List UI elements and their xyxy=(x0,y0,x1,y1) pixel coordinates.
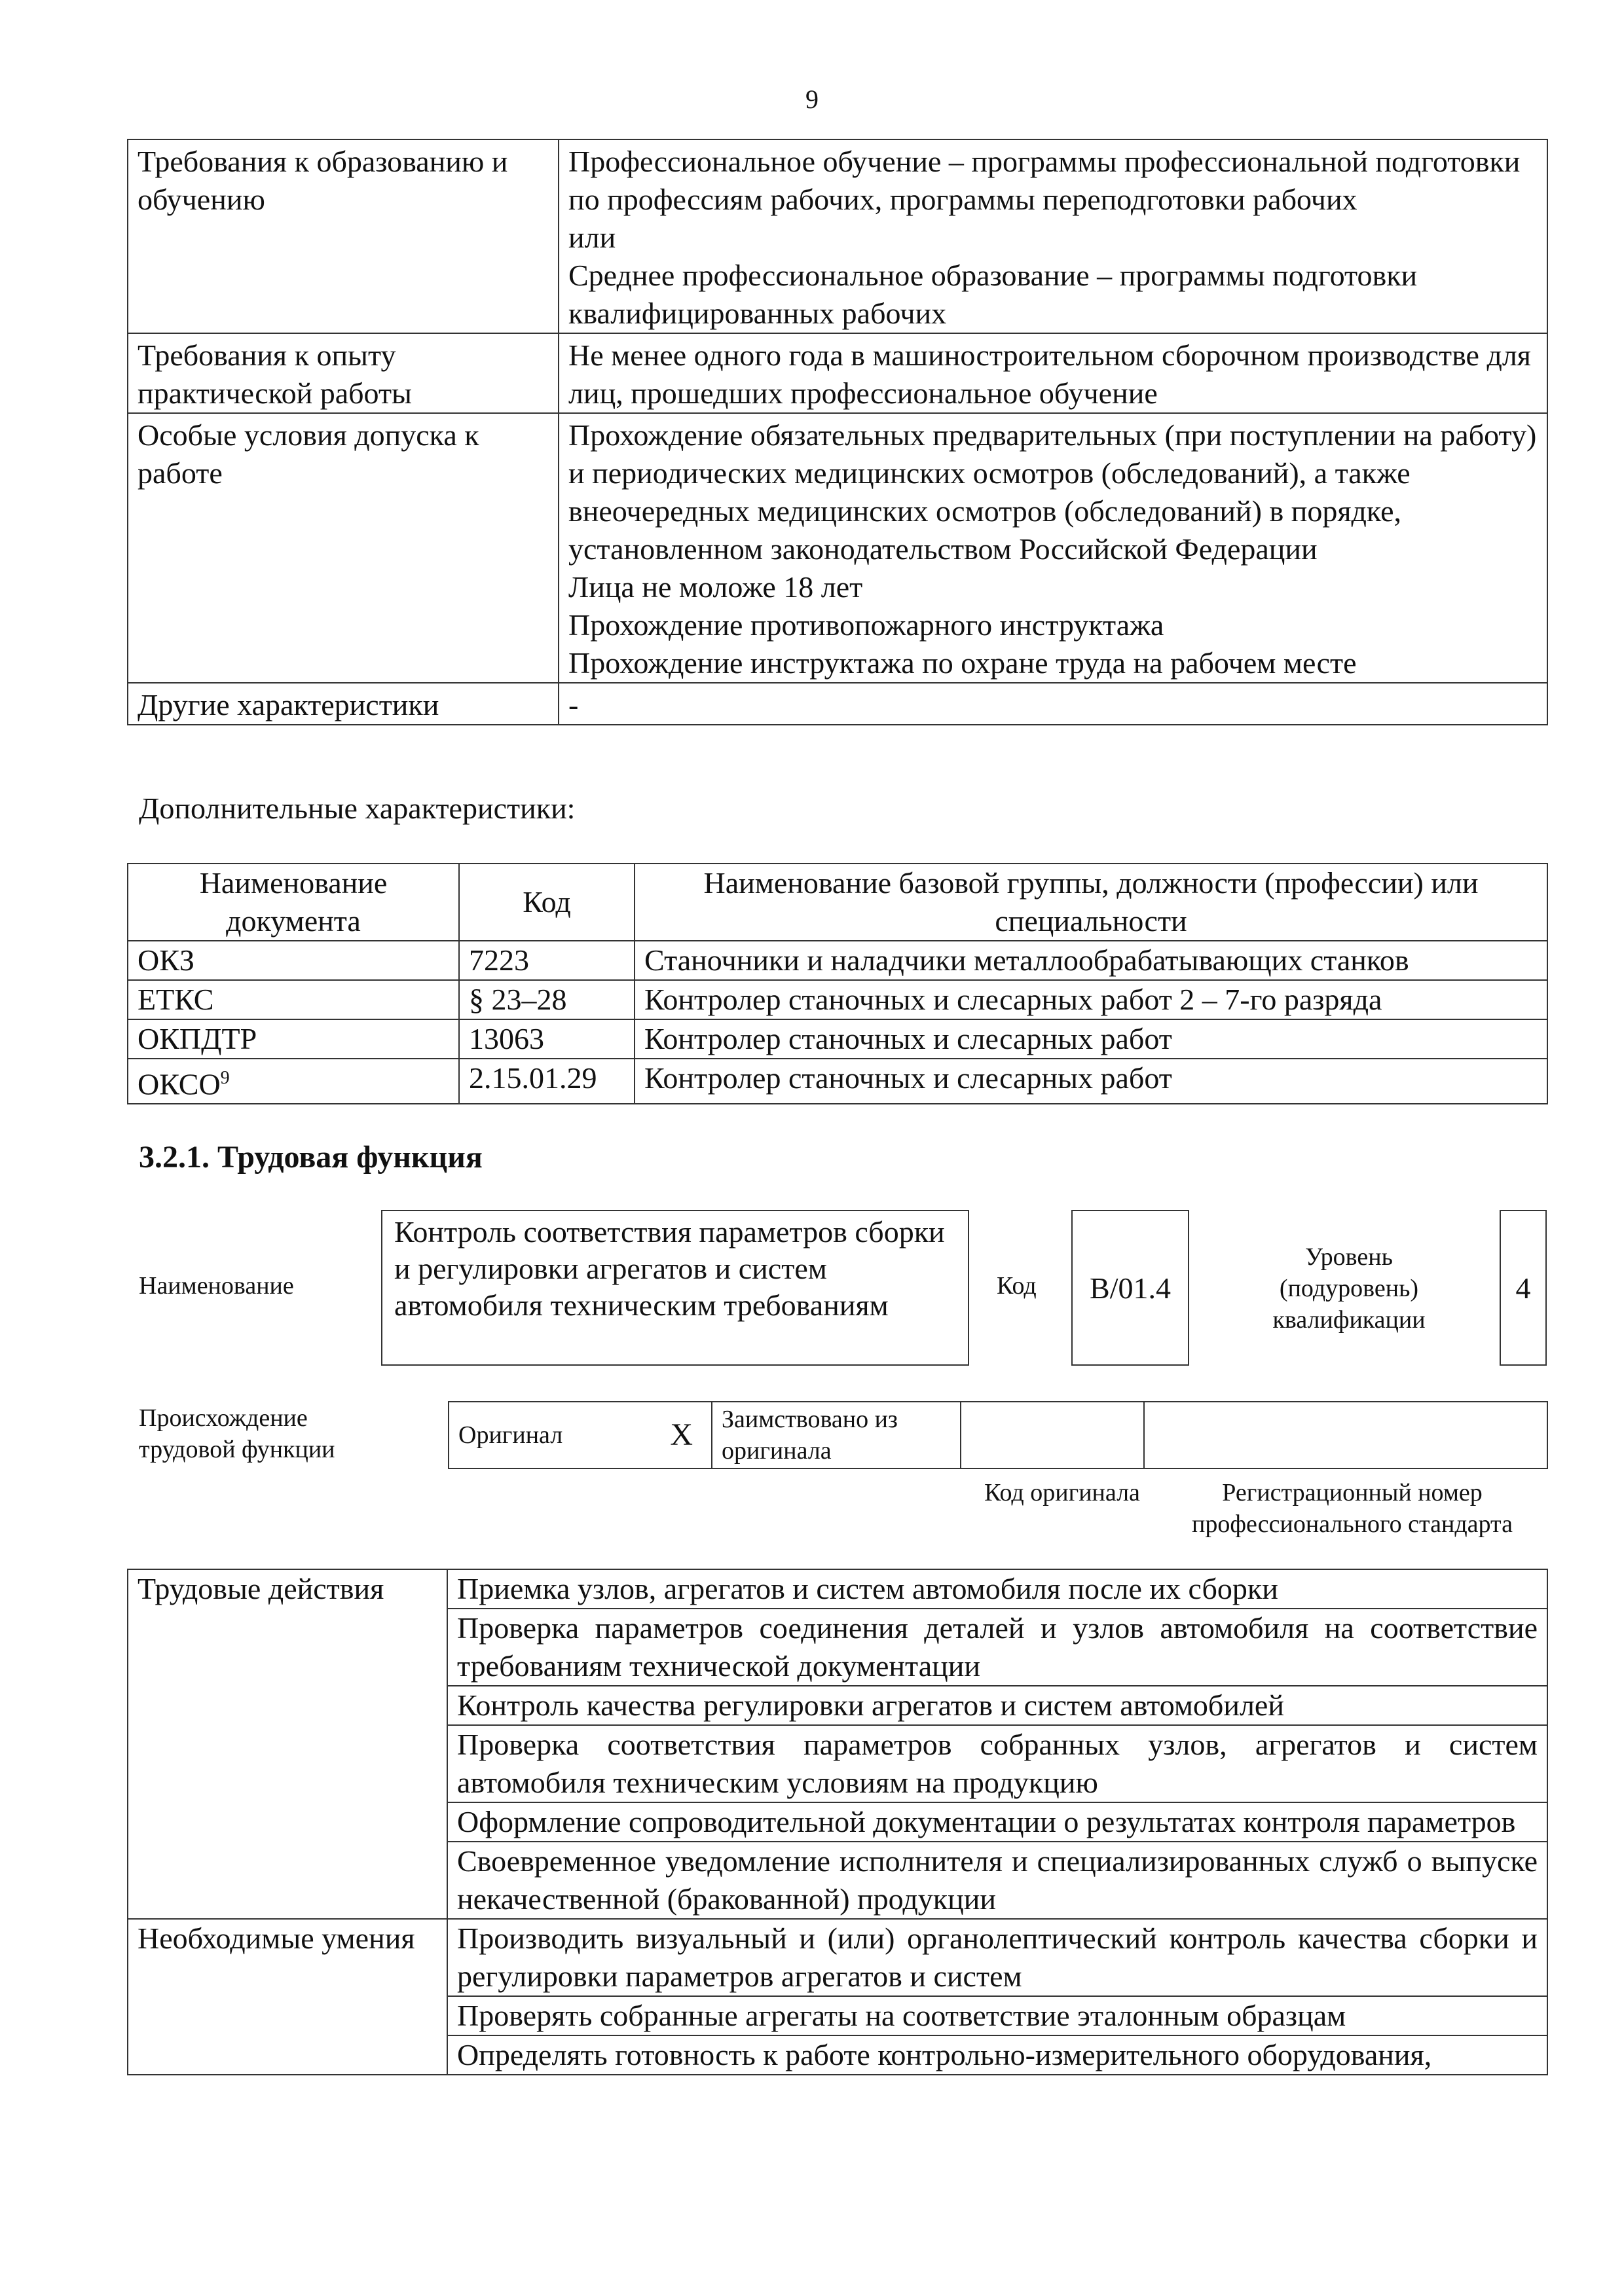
additional-characteristics-table xyxy=(127,863,1548,1104)
table-row xyxy=(128,1019,1547,1059)
requirement-label: Другие характеристики xyxy=(128,683,559,725)
requirement-line: Профессиональное обучение – программы профессиональной подготовки по профессиям рабочих, программы переподготовки рабочих xyxy=(568,145,1521,216)
qualification-level-box: 4 xyxy=(1500,1210,1547,1366)
requirement-line: Не менее одного года в машиностроительном сборочном производстве для лиц, прошедших профессиональное обучение xyxy=(568,338,1531,410)
function-code-box: B/01.4 xyxy=(1071,1210,1189,1366)
function-code-label: Код xyxy=(997,1272,1037,1300)
name-cell: Контролер станочных и слесарных работ 2 – 7-го разряда xyxy=(635,980,1547,1019)
requirement-label: Требования к опыту практической работы xyxy=(128,333,559,413)
origin-code-caption: Код оригинала xyxy=(984,1479,1140,1506)
table-row xyxy=(128,683,1547,725)
skills-label: Необходимые умения xyxy=(128,1919,447,2075)
function-name-box: Контроль соответствия параметров сборки и регулировки агрегатов и систем автомобиля техническим требованиям xyxy=(381,1210,969,1366)
requirement-label: Требования к образованию и обучению xyxy=(128,139,559,333)
labor-action: Контроль качества регулировки агрегатов и систем автомобилей xyxy=(447,1686,1547,1725)
labor-action: Своевременное уведомление исполнителя и специализированных служб о выпуске некачественной (бракованной) продукции xyxy=(447,1842,1547,1919)
function-name-label: Наименование xyxy=(139,1272,294,1300)
table-header-row xyxy=(128,864,1547,941)
labor-function-table xyxy=(127,1569,1548,2075)
requirement-value xyxy=(559,683,1547,725)
page-number: 9 xyxy=(805,84,819,114)
code-cell: 7223 xyxy=(459,941,635,980)
section-title: 3.2.1. Трудовая функция xyxy=(139,1140,483,1175)
table-row xyxy=(128,1919,1547,1996)
origin-original: Оригинал xyxy=(458,1421,563,1449)
table-row xyxy=(128,413,1547,683)
requirement-line: Прохождение противопожарного инструктажа xyxy=(568,608,1164,642)
labor-action: Проверка соответствия параметров собранных узлов, агрегатов и систем автомобиля техническим условиям на продукцию xyxy=(447,1725,1547,1802)
table-row xyxy=(128,980,1547,1019)
requirement-value xyxy=(559,413,1547,683)
requirement-line: Среднее профессиональное образование – программы подготовки квалифицированных рабочих xyxy=(568,259,1418,330)
labor-action: Оформление сопроводительной документации о результатах контроля параметров xyxy=(447,1802,1547,1842)
name-cell: Контролер станочных и слесарных работ xyxy=(635,1059,1547,1104)
origin-reg-caption: Регистрационный номер профессионального стандарта xyxy=(1192,1479,1513,1538)
qualification-level-label: Уровень (подуровень) квалификации xyxy=(1272,1243,1426,1334)
code-cell: 2.15.01.29 xyxy=(459,1059,635,1104)
origin-table xyxy=(448,1401,1548,1469)
origin-reg-cell xyxy=(1144,1402,1547,1468)
code-cell: § 23–28 xyxy=(459,980,635,1019)
requirement-line: Прохождение инструктажа по охране труда на рабочем месте xyxy=(568,646,1357,680)
requirement-line: Прохождение обязательных предварительных (при поступлении на работу) и периодических медицинских осмотров (обследований), а также внеочередных медицинских осмотров (обследований) в порядке, установленном законодательством Российской Федерации xyxy=(568,418,1537,566)
requirement-value xyxy=(559,333,1547,413)
requirement-label: Особые условия допуска к работе xyxy=(128,413,559,683)
column-header-name: Наименование базовой группы, должности (профессии) или специальности xyxy=(635,864,1547,941)
footnote-mark: 9 xyxy=(220,1068,230,1088)
origin-original-cell xyxy=(449,1402,712,1468)
name-cell: Станочники и наладчики металлообрабатывающих станков xyxy=(635,941,1547,980)
skill-item: Определять готовность к работе контрольно-измерительного оборудования, xyxy=(447,2035,1547,2075)
table-row xyxy=(128,333,1547,413)
labor-action: Проверка параметров соединения деталей и узлов автомобиля на соответствие требованиям технической документации xyxy=(447,1609,1547,1686)
table-row xyxy=(128,941,1547,980)
doc-cell: ОКЗ xyxy=(128,941,459,980)
column-header-document: Наименование документа xyxy=(128,864,459,941)
labor-action: Приемка узлов, агрегатов и систем автомобиля после их сборки xyxy=(447,1569,1547,1609)
requirement-value xyxy=(559,139,1547,333)
doc-cell xyxy=(128,1059,459,1104)
table-row xyxy=(449,1402,1547,1468)
doc-cell: ОКПДТР xyxy=(128,1019,459,1059)
skill-item: Проверять собранные агрегаты на соответствие эталонным образцам xyxy=(447,1996,1547,2035)
column-header-code: Код xyxy=(459,864,635,941)
skill-item: Производить визуальный и (или) органолептический контроль качества сборки и регулировки параметров агрегатов и систем xyxy=(447,1919,1547,1996)
origin-code-cell xyxy=(961,1402,1144,1468)
requirement-line: или xyxy=(568,221,616,254)
doc-cell: ЕТКС xyxy=(128,980,459,1019)
origin-borrowed: Заимствовано из оригинала xyxy=(712,1402,961,1468)
labor-actions-label: Трудовые действия xyxy=(128,1569,447,1919)
table-row xyxy=(128,139,1547,333)
requirements-table xyxy=(127,139,1548,725)
name-cell: Контролер станочных и слесарных работ xyxy=(635,1019,1547,1059)
origin-label: Происхождение трудовой функции xyxy=(139,1404,335,1463)
origin-mark: X xyxy=(670,1417,693,1452)
additional-title: Дополнительные характеристики: xyxy=(139,792,576,825)
table-row xyxy=(128,1569,1547,1609)
requirement-line: - xyxy=(568,688,579,721)
table-row xyxy=(128,1059,1547,1104)
requirement-line: Лица не моложе 18 лет xyxy=(568,570,863,604)
doc-name: ОКСО xyxy=(138,1067,221,1101)
code-cell: 13063 xyxy=(459,1019,635,1059)
